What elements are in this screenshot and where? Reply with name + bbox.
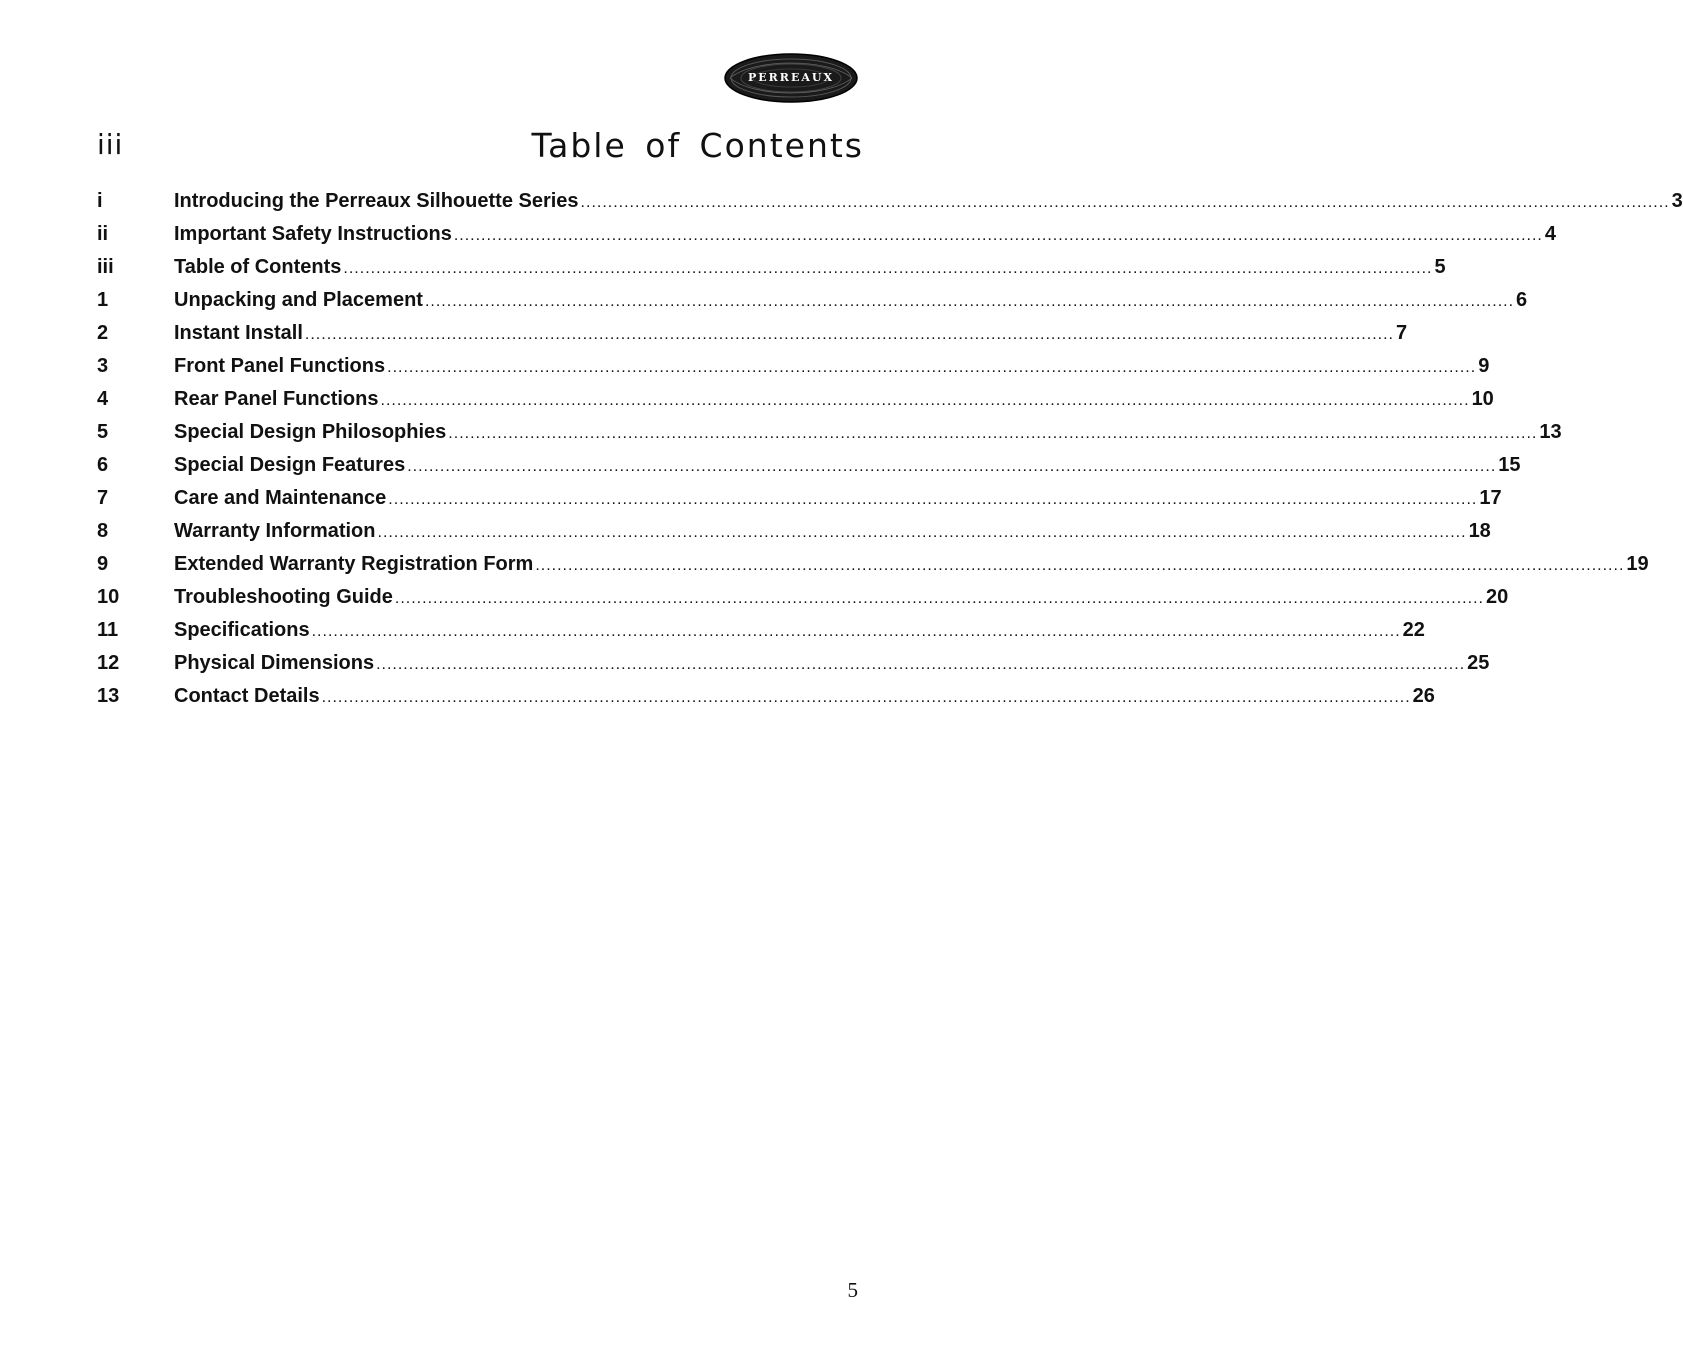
toc-entry-title: Rear Panel Functions (174, 388, 379, 410)
perreaux-logo (724, 53, 858, 103)
toc-entry-number: 7 (97, 487, 109, 509)
toc-entry-number: i (97, 190, 103, 212)
toc-entry-page: 18 (1468, 520, 1491, 542)
toc-dot-leader: ........................................................................................................................................................................................................ (407, 458, 1497, 475)
toc-entry-number: 10 (97, 586, 120, 608)
toc-entry-page: 5 (1434, 256, 1446, 278)
page-title: Table of Contents (531, 126, 864, 165)
page-number: 5 (847, 1278, 858, 1302)
toc-entry[interactable] (97, 520, 1491, 553)
toc-entry-title: Unpacking and Placement (174, 289, 423, 311)
toc-entry-number: 8 (97, 520, 109, 542)
toc-entry-page: 13 (1539, 421, 1562, 443)
toc-dot-leader: ........................................................................................................................................................................................................ (376, 656, 1466, 673)
toc-entry[interactable] (97, 421, 1562, 454)
toc-entry-title: Extended Warranty Registration Form (174, 553, 534, 575)
toc-entry-page: 25 (1467, 652, 1490, 674)
toc-entry[interactable] (97, 652, 1490, 685)
toc-entry[interactable] (97, 289, 1528, 322)
toc-dot-leader: ........................................................................................................................................................................................................ (535, 557, 1625, 574)
toc-entry-page: 17 (1479, 487, 1502, 509)
toc-entry-title: Warranty Information (174, 520, 376, 542)
toc-entry-page: 3 (1671, 190, 1683, 212)
toc-entry[interactable] (97, 190, 1683, 223)
toc-entry-number: 13 (97, 685, 120, 707)
toc-entry-page: 20 (1485, 586, 1509, 608)
toc-dot-leader: ........................................................................................................................................................................................................ (321, 689, 1411, 706)
toc-entry-page: 7 (1395, 322, 1408, 344)
toc-entry-number: 1 (97, 289, 109, 311)
toc-entry-number: 2 (97, 322, 109, 344)
toc-dot-leader: ........................................................................................................................................................................................................ (304, 326, 1394, 343)
toc-dot-leader: ........................................................................................................................................................................................................ (453, 227, 1543, 244)
toc-dot-leader: ........................................................................................................................................................................................................ (387, 359, 1477, 376)
toc-entry-page: 10 (1471, 388, 1494, 410)
toc-entry-page: 15 (1498, 454, 1521, 476)
toc-entry-title: Instant Install (174, 322, 303, 344)
toc-entry-number: iii (97, 256, 114, 278)
toc-entry-title: Table of Contents (174, 256, 342, 278)
toc-dot-leader: ........................................................................................................................................................................................................ (388, 491, 1478, 508)
toc-entry-title: Introducing the Perreaux Silhouette Series (174, 190, 579, 212)
toc-entry[interactable] (97, 487, 1502, 520)
toc-dot-leader: ........................................................................................................................................................................................................ (377, 524, 1467, 541)
toc-dot-leader: ........................................................................................................................................................................................................ (424, 293, 1515, 310)
toc-dot-leader: ........................................................................................................................................................................................................ (343, 260, 1433, 277)
toc-dot-leader: ........................................................................................................................................................................................................ (448, 425, 1538, 442)
toc-dot-leader: ........................................................................................................................................................................................................ (380, 392, 1470, 409)
toc-entry-title: Front Panel Functions (174, 355, 386, 377)
toc-entry-page: 22 (1402, 619, 1425, 641)
toc-entry-page: 6 (1516, 289, 1528, 311)
toc-entry[interactable] (97, 619, 1425, 652)
toc-entry-page: 19 (1626, 553, 1649, 575)
section-number: iii (97, 128, 124, 161)
toc-entry[interactable] (97, 454, 1521, 487)
toc-entry[interactable] (97, 553, 1649, 586)
toc-entry-number: 9 (97, 553, 109, 575)
table-of-contents (97, 190, 1683, 718)
toc-entry[interactable] (97, 685, 1435, 718)
toc-entry-number: 11 (97, 619, 119, 641)
toc-entry-title: Troubleshooting Guide (174, 586, 393, 608)
toc-entry-title: Special Design Philosophies (174, 421, 447, 443)
toc-entry-number: ii (97, 223, 109, 245)
toc-entry[interactable] (97, 586, 1509, 619)
toc-entry-title: Special Design Features (174, 454, 406, 476)
toc-entry-number: 5 (97, 421, 109, 443)
toc-entry-number: 4 (97, 388, 109, 410)
toc-entry-page: 9 (1478, 355, 1490, 377)
toc-entry-title: Specifications (174, 619, 310, 641)
toc-entry[interactable] (97, 256, 1446, 289)
toc-entry-page: 4 (1544, 223, 1556, 245)
toc-entry-title: Important Safety Instructions (174, 223, 452, 245)
toc-entry-number: 6 (97, 454, 109, 476)
toc-entry-number: 12 (97, 652, 120, 674)
logo-text: PERREAUX (748, 71, 834, 84)
toc-entry-page: 26 (1412, 685, 1435, 707)
toc-dot-leader: ........................................................................................................................................................................................................ (580, 194, 1670, 211)
toc-entry[interactable] (97, 388, 1494, 421)
toc-entry-title: Care and Maintenance (174, 487, 387, 509)
toc-entry[interactable] (97, 322, 1408, 355)
toc-dot-leader: ........................................................................................................................................................................................................ (311, 623, 1401, 640)
toc-dot-leader: ........................................................................................................................................................................................................ (394, 590, 1484, 607)
toc-entry[interactable] (97, 223, 1556, 256)
toc-entry-title: Contact Details (174, 685, 320, 707)
toc-entry[interactable] (97, 355, 1490, 388)
toc-entry-title: Physical Dimensions (174, 652, 375, 674)
toc-entry-number: 3 (97, 355, 109, 377)
